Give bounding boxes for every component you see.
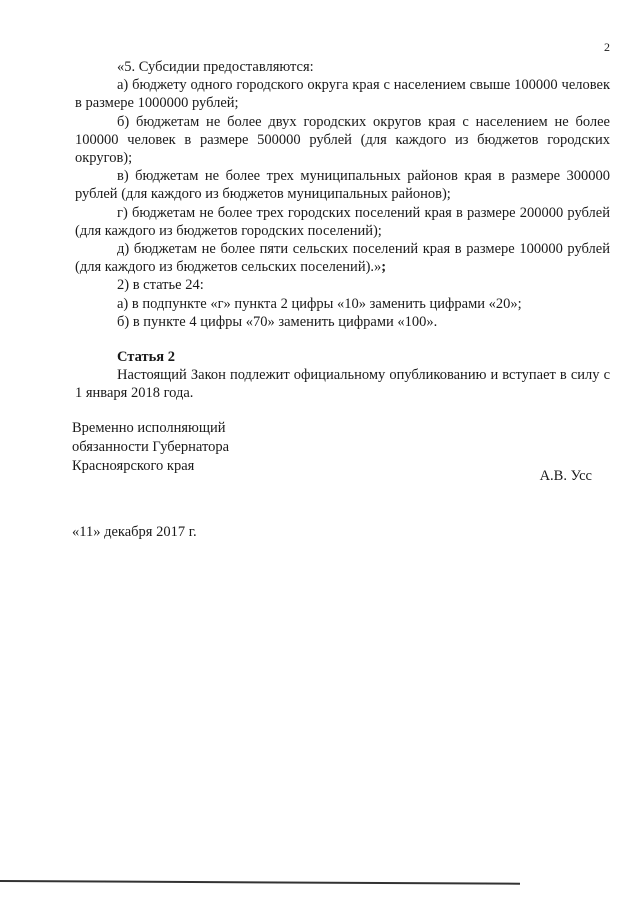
paragraph-subsidies-intro: «5. Субсидии предоставляются: (117, 59, 314, 75)
paragraph-24-b: б) в пункте 4 цифры «70» заменить цифрами «100». (117, 313, 438, 330)
document-body (75, 58, 610, 403)
scan-edge-line (0, 880, 520, 885)
signature-title-line-2: обязанности Губернатора (72, 439, 230, 455)
signature-title-line-1: Временно исполняющий (72, 420, 226, 436)
signer-name: А.В. Усс (539, 468, 592, 484)
article-2-text: Настоящий Закон подлежит официальному опубликованию и вступает в силу с 1 января 2018 года. (75, 367, 610, 402)
paragraph-item-d-text: д) бюджетам не более пяти сельских поселений края в размере 100000 рублей (для каждого из бюджетов сельских поселений).» (75, 241, 610, 276)
paragraph-item-d-semicolon: ; (381, 259, 387, 276)
paragraph-item-a: а) бюджету одного городского округа края с населением свыше 100000 человек в размере 1000000 рублей; (75, 77, 610, 112)
signature-title-line-3: Красноярского края (72, 458, 195, 474)
article-2-heading: Статья 2 (117, 349, 175, 366)
document-date: «11» декабря 2017 г. (72, 524, 197, 540)
paragraph-item-b: б) бюджетам не более двух городских округов края с населением не более 100000 человек в размере 500000 рублей (для каждого из бюджетов городских округов); (75, 113, 610, 167)
paragraph-item-d (75, 240, 610, 276)
paragraph-24-a: а) в подпункте «г» пункта 2 цифры «10» заменить цифрами «20»; (117, 295, 522, 312)
paragraph-item-g: г) бюджетам не более трех городских поселений края в размере 200000 рублей (для каждого из бюджетов городских поселений); (75, 204, 610, 239)
paragraph-article-24: 2) в статье 24: (117, 277, 204, 294)
paragraph-item-v: в) бюджетам не более трех муниципальных районов края в размере 300000 рублей (для каждого из бюджетов муниципальных районов); (75, 168, 610, 203)
page-number: 2 (604, 40, 610, 54)
signature-title-block (72, 419, 229, 476)
